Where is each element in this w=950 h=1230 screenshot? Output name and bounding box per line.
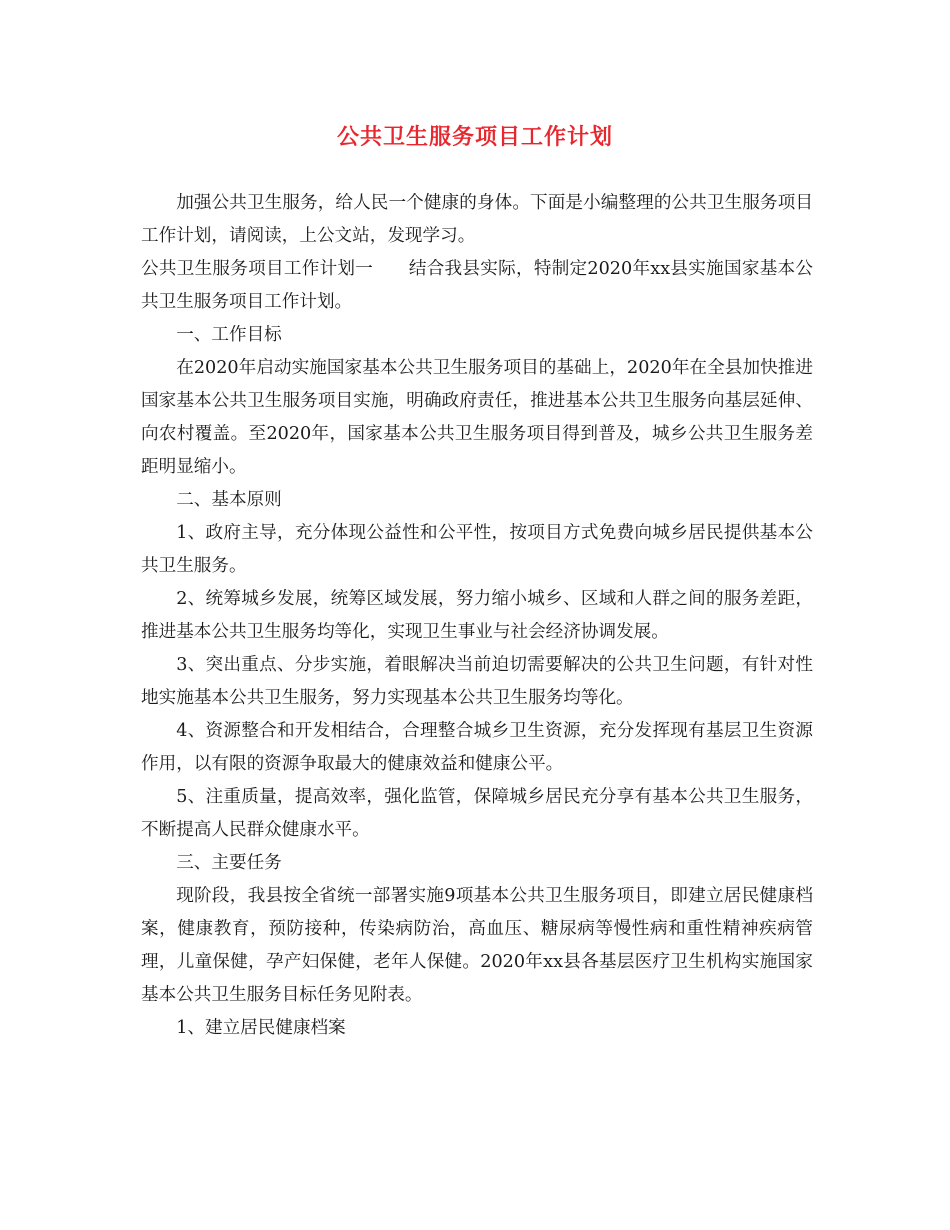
- paragraph-plan-one: 公共卫生服务项目工作计划一 结合我县实际，特制定2020年xx县实施国家基本公共卫生服务项目工作计划。: [141, 259, 813, 312]
- principle-item-2: 2、统筹城乡发展，统筹区域发展，努力缩小城乡、区域和人群之间的服务差距，推进基本公共卫生服务均等化，实现卫生事业与社会经济协调发展。: [141, 589, 813, 642]
- document-body: [141, 187, 813, 1045]
- paragraph-goals: 在2020年启动实施国家基本公共卫生服务项目的基础上，2020年在全县加快推进国家基本公共卫生服务项目实施，明确政府责任，推进基本公共卫生服务向基层延伸、向农村覆盖。至2020年，国家基本公共卫生服务项目得到普及，城乡公共卫生服务差距明显缩小。: [141, 358, 813, 477]
- section-heading-principles: 二、基本原则: [176, 490, 282, 510]
- principle-item-5: 5、注重质量，提高效率，强化监管，保障城乡居民充分享有基本公共卫生服务，不断提高人民群众健康水平。: [141, 787, 813, 840]
- section-heading-tasks: 三、主要任务: [176, 853, 282, 873]
- paragraph-intro: 加强公共卫生服务，给人民一个健康的身体。下面是小编整理的公共卫生服务项目工作计划，请阅读，上公文站，发现学习。: [141, 193, 813, 246]
- paragraph-tasks: 现阶段，我县按全省统一部署实施9项基本公共卫生服务项目，即建立居民健康档案，健康教育，预防接种，传染病防治，高血压、糖尿病等慢性病和重性精神疾病管理，儿童保健，孕产妇保健，老年人保健。2020年xx县各基层医疗卫生机构实施国家基本公共卫生服务目标任务见附表。: [141, 886, 813, 1005]
- document-title: 公共卫生服务项目工作计划: [336, 124, 613, 150]
- task-item-1: 1、建立居民健康档案: [176, 1018, 346, 1038]
- principle-item-3: 3、突出重点、分步实施，着眼解决当前迫切需要解决的公共卫生问题，有针对性地实施基本公共卫生服务，努力实现基本公共卫生服务均等化。: [141, 655, 813, 708]
- principle-item-4: 4、资源整合和开发相结合，合理整合城乡卫生资源，充分发挥现有基层卫生资源作用，以有限的资源争取最大的健康效益和健康公平。: [141, 721, 813, 774]
- section-heading-goals: 一、工作目标: [176, 325, 282, 345]
- principle-item-1: 1、政府主导，充分体现公益性和公平性，按项目方式免费向城乡居民提供基本公共卫生服务。: [141, 523, 813, 576]
